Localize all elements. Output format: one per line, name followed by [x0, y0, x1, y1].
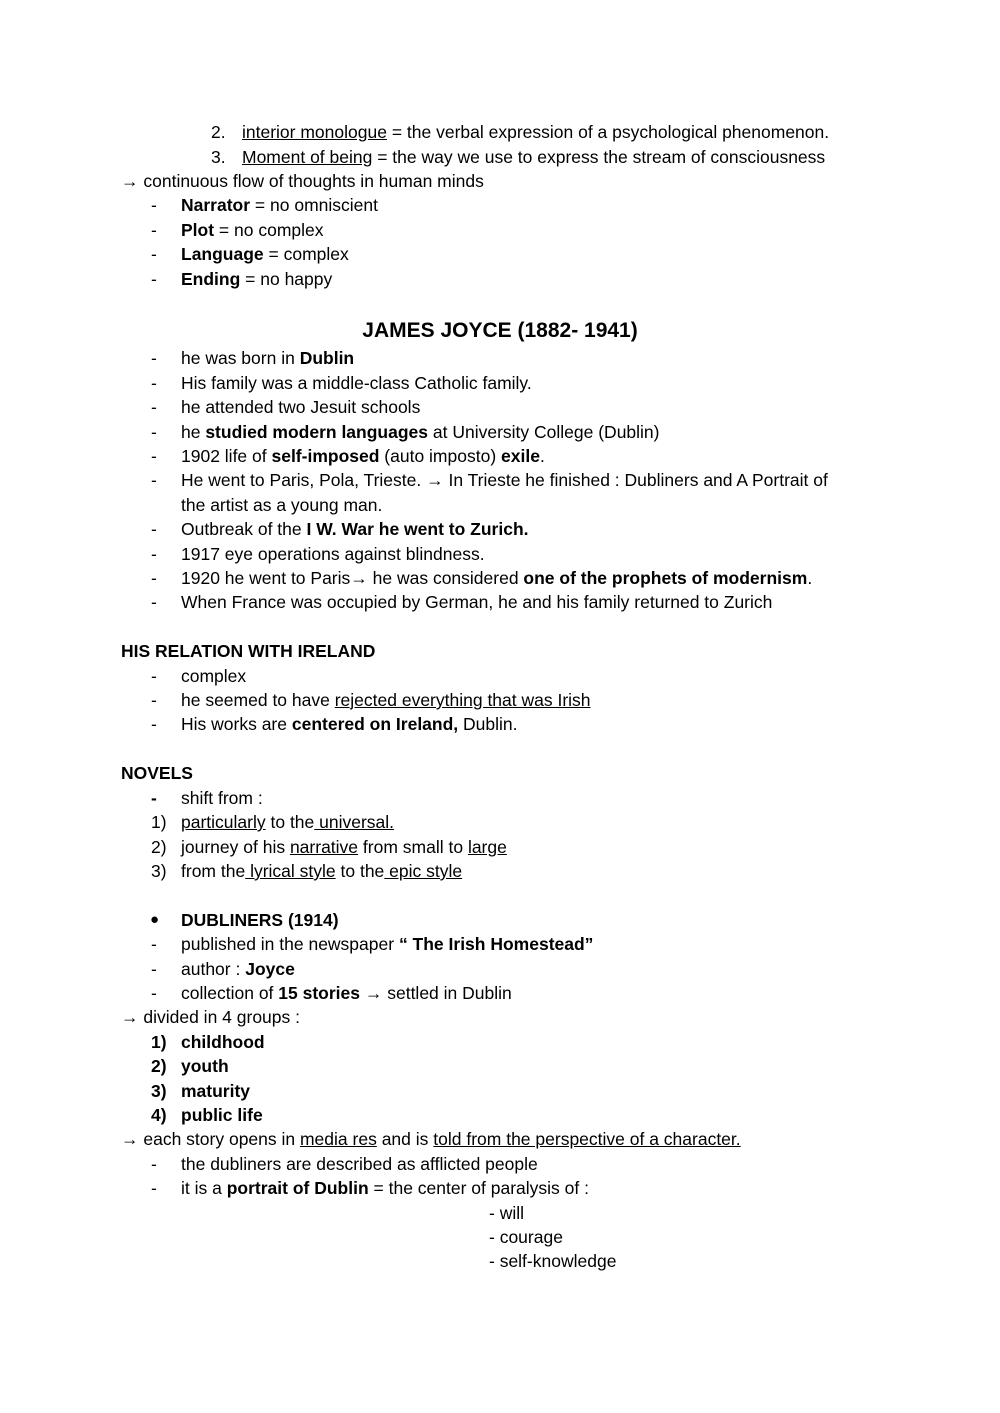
dash-marker: - — [151, 934, 157, 954]
list-item: it is a portrait of Dublin = the center of paralysis of : — [181, 1178, 589, 1198]
page-title: JAMES JOYCE (1882- 1941) — [362, 319, 638, 342]
bullet-marker: ● — [150, 911, 160, 928]
list-item: complex — [181, 666, 247, 686]
dash-marker: - — [151, 592, 157, 612]
dash-marker: - — [151, 788, 157, 808]
group-item: public life — [181, 1105, 263, 1125]
list-item: particularly to the universal. — [181, 812, 395, 832]
list-item: Moment of being = the way we use to express the stream of consciousness — [242, 147, 826, 167]
list-number: 3) — [151, 861, 167, 881]
section-heading: NOVELS — [121, 763, 193, 783]
list-item: he was born in Dublin — [181, 348, 355, 368]
list-number: 3) — [151, 1081, 167, 1101]
list-item: shift from : — [181, 788, 263, 808]
flow-line: → continuous flow of thoughts in human minds — [121, 171, 484, 191]
story-line: → each story opens in media res and is told from the perspective of a character. — [121, 1129, 741, 1149]
list-number: 4) — [151, 1105, 167, 1125]
dash-marker: - — [151, 983, 157, 1003]
list-item: he studied modern languages at University College (Dublin) — [181, 422, 660, 442]
section-heading: HIS RELATION WITH IRELAND — [121, 641, 376, 661]
dash-marker: - — [151, 544, 157, 564]
paralysis-item: - will — [489, 1203, 524, 1223]
group-item: youth — [181, 1056, 229, 1076]
list-item: author : Joyce — [181, 959, 295, 979]
list-item: 1902 life of self-imposed (auto imposto) exile. — [181, 446, 545, 466]
list-item: He went to Paris, Pola, Trieste. → In Trieste he finished : Dubliners and A Portrait of — [181, 470, 828, 490]
dash-marker: - — [151, 519, 157, 539]
dash-marker: - — [151, 470, 157, 490]
list-number: 2. — [211, 122, 226, 142]
dash-marker: - — [151, 220, 157, 240]
dash-marker: - — [151, 422, 157, 442]
dash-marker: - — [151, 269, 157, 289]
list-item: 1917 eye operations against blindness. — [181, 544, 485, 564]
list-number: 1) — [151, 812, 167, 832]
group-item: maturity — [181, 1081, 251, 1101]
dash-marker: - — [151, 568, 157, 588]
dash-marker: - — [151, 959, 157, 979]
paralysis-item: - courage — [489, 1227, 563, 1247]
list-item: the dubliners are described as afflicted people — [181, 1154, 538, 1174]
list-item: he attended two Jesuit schools — [181, 397, 421, 417]
list-item: Outbreak of the I W. War he went to Zurich. — [181, 519, 529, 539]
dash-marker: - — [151, 348, 157, 368]
list-item: 1920 he went to Paris→ he was considered one of the prophets of modernism. — [181, 568, 813, 588]
dash-marker: - — [151, 397, 157, 417]
list-item: he seemed to have rejected everything that was Irish — [181, 690, 591, 710]
list-number: 3. — [211, 147, 226, 167]
list-item: Plot = no complex — [181, 220, 324, 240]
dash-marker: - — [151, 446, 157, 466]
list-number: 2) — [151, 1056, 167, 1076]
list-item: journey of his narrative from small to large — [181, 837, 507, 857]
dash-marker: - — [151, 666, 157, 686]
list-item: When France was occupied by German, he and his family returned to Zurich — [181, 592, 773, 612]
dash-marker: - — [151, 244, 157, 264]
list-number: 2) — [151, 837, 167, 857]
list-number: 1) — [151, 1032, 167, 1052]
list-item: His works are centered on Ireland, Dublin. — [181, 714, 518, 734]
list-item: collection of 15 stories → settled in Dublin — [181, 983, 512, 1003]
dash-marker: - — [151, 373, 157, 393]
list-item: Ending = no happy — [181, 269, 333, 289]
dash-marker: - — [151, 1154, 157, 1174]
paralysis-item: - self-knowledge — [489, 1251, 617, 1271]
list-item: published in the newspaper “ The Irish Homestead” — [181, 934, 594, 954]
list-item: Narrator = no omniscient — [181, 195, 378, 215]
list-item: interior monologue = the verbal expression of a psychological phenomenon. — [242, 122, 830, 142]
dash-marker: - — [151, 195, 157, 215]
dash-marker: - — [151, 714, 157, 734]
list-item-continuation: the artist as a young man. — [181, 495, 383, 515]
list-item: Language = complex — [181, 244, 349, 264]
dash-marker: - — [151, 690, 157, 710]
group-item: childhood — [181, 1032, 265, 1052]
dash-marker: - — [151, 1178, 157, 1198]
divided-line: → divided in 4 groups : — [121, 1007, 300, 1027]
list-item: from the lyrical style to the epic style — [181, 861, 463, 881]
subsection-heading: DUBLINERS (1914) — [181, 910, 339, 930]
list-item: His family was a middle-class Catholic family. — [181, 373, 532, 393]
